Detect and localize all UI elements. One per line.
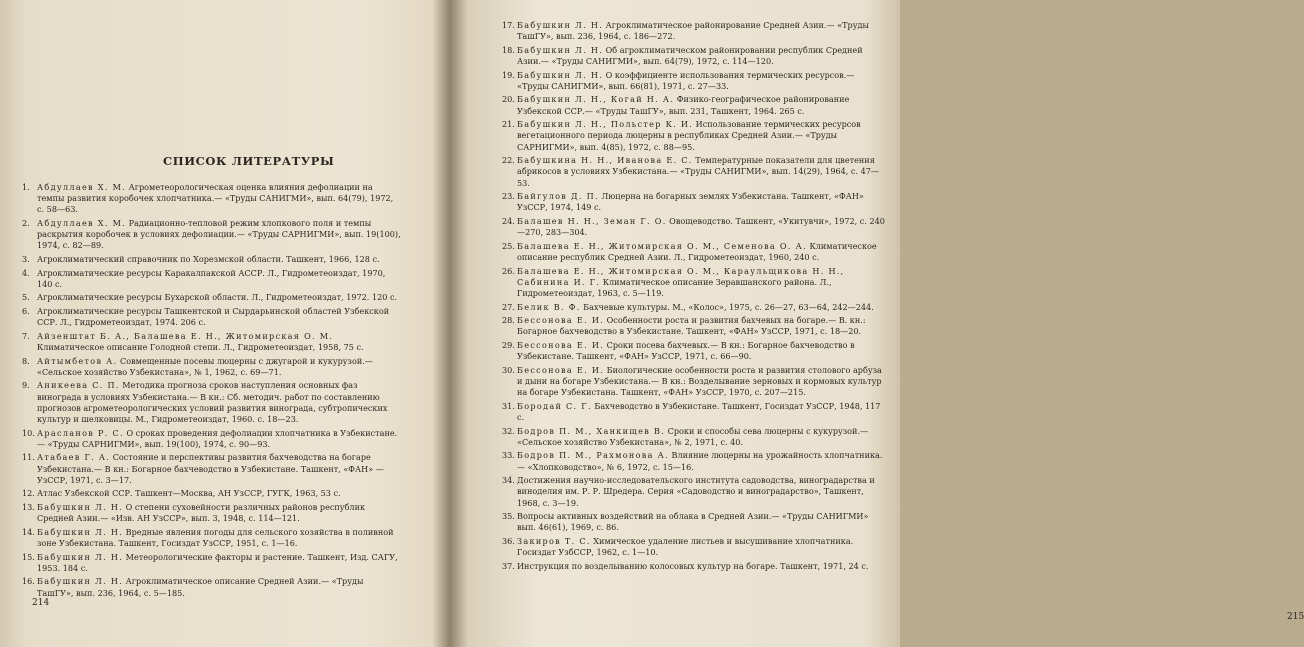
reference-entry bbox=[502, 450, 886, 472]
reference-entry bbox=[502, 511, 886, 533]
reference-entry bbox=[502, 302, 886, 313]
reference-entry bbox=[502, 45, 886, 67]
reference-entry bbox=[502, 365, 886, 399]
reference-text: Агроклиматические ресурсы Каракалпакской АССР. Л., Гидрометеоиздат, 1970, 140 с. bbox=[37, 267, 386, 289]
reference-author: Бабушкин Л. Н. bbox=[517, 69, 604, 80]
reference-author: Бабушкин Л. Н., Польстер К. И. bbox=[517, 119, 694, 130]
reference-entry bbox=[22, 254, 402, 265]
reference-entry bbox=[502, 266, 886, 300]
reference-text: Климатическое описание Зеравшанского района. Л., Гидрометеоиздат, 1963, с. 5—119. bbox=[517, 276, 832, 298]
reference-number: 36. bbox=[502, 535, 515, 546]
reference-text: Влияние люцерны на урожайность хлопчатника.— «Хлопководство», № 6, 1972, с. 15—16. bbox=[517, 450, 883, 472]
reference-text: Люцерна на богарных землях Узбекистана. Ташкент, «ФАН» УзССР, 1974, 149 с. bbox=[517, 191, 864, 213]
reference-entry bbox=[22, 527, 402, 549]
reference-number: 16. bbox=[22, 576, 35, 587]
reference-number: 25. bbox=[502, 240, 515, 251]
reference-entry bbox=[502, 475, 886, 509]
reference-author: Байгулов Д. П. bbox=[517, 191, 599, 202]
reference-text: Особенности роста и развития бахчевых на богаре.— В. кн.: Богарное бахчеводство в Узбекистане. Ташкент, «ФАН» УзССР, 1971, с. 18—20. bbox=[517, 315, 866, 337]
reference-number: 34. bbox=[502, 475, 515, 486]
reference-text: О степени суховейности различных районов республик Средней Азии.— «Изв. АН УзССР», вып. 3, 1948, с. 114—121. bbox=[37, 501, 366, 524]
reference-author: Бабушкин Л. Н. bbox=[37, 576, 124, 587]
reference-number: 11. bbox=[22, 452, 35, 463]
reference-number: 20. bbox=[502, 94, 515, 105]
reference-number: 7. bbox=[22, 330, 30, 341]
reference-number: 28. bbox=[502, 315, 515, 326]
reference-author: Бессонова Е. И. bbox=[517, 315, 605, 326]
reference-number: 13. bbox=[22, 501, 35, 512]
reference-entry bbox=[502, 20, 886, 42]
reference-number: 10. bbox=[22, 427, 35, 438]
reference-number: 18. bbox=[502, 44, 515, 55]
reference-text: Бахчеводство в Узбекистане. Ташкент, Госиздат УзССР, 1948, 117 с. bbox=[517, 400, 881, 422]
reference-author: Бабушкин Л. Н., Когай Н. А. bbox=[517, 94, 675, 105]
left-page bbox=[0, 0, 448, 647]
reference-author: Бабушкина Н. Н., Иванова Е. С. bbox=[517, 155, 693, 166]
reference-text: Атлас Узбекской ССР. Ташкент—Москва, АН УзССР, ГУГК, 1963, 53 с. bbox=[37, 488, 341, 499]
reference-text: Химическое удаление листьев и высушивание хлопчатника. Госиздат УзбССР, 1962, с. 1—10. bbox=[517, 535, 854, 558]
reference-number: 37. bbox=[502, 560, 515, 571]
reference-author: Бабушкин Л. Н. bbox=[37, 551, 124, 562]
reference-entry bbox=[22, 552, 402, 574]
reference-text: Агроклиматическое описание Средней Азии.— «Труды ТашГУ», вып. 236, 1964, с. 5—185. bbox=[37, 576, 364, 598]
reference-number: 8. bbox=[22, 355, 30, 366]
reference-text: Климатическое описание республик Средней Азии. Л., Гидрометеоиздат, 1960, 240 с. bbox=[517, 240, 877, 262]
reference-list-right bbox=[502, 20, 886, 574]
reference-entry bbox=[502, 401, 886, 423]
reference-text: Метеорологические факторы и растение. Ташкент, Изд. САГУ, 1953. 184 с. bbox=[37, 551, 398, 573]
reference-author: Бодров П. М., Рахмонова А. bbox=[517, 450, 669, 461]
reference-number: 12. bbox=[22, 488, 35, 499]
reference-author: Бабушкин Л. Н. bbox=[37, 501, 124, 512]
reference-entry bbox=[22, 380, 402, 425]
reference-number: 32. bbox=[502, 425, 515, 436]
reference-number: 14. bbox=[22, 526, 35, 537]
reference-text: Агроклиматическое районирование Средней Азии.— «Труды ТашГУ», вып. 236, 1964, с. 186—272. bbox=[517, 20, 869, 42]
reference-entry bbox=[502, 561, 886, 572]
reference-text: Агроклиматический справочник по Хорезмской области. Ташкент, 1966, 128 с. bbox=[37, 254, 380, 264]
reference-number: 3. bbox=[22, 254, 30, 264]
reference-entry bbox=[502, 241, 886, 263]
reference-entry bbox=[502, 155, 886, 189]
reference-entry bbox=[502, 340, 886, 362]
reference-author: Балашева Е. Н., Житомирская О. М., Караульщикова Н. Н., Сабинина И. Г. bbox=[517, 265, 845, 287]
reference-entry bbox=[22, 331, 402, 353]
reference-text: Сроки посева бахчевых.— В кн.: Богарное бахчеводство в Узбекистане. Ташкент, «ФАН» УзССР, 1971, с. 66—90. bbox=[517, 339, 855, 362]
reference-text: Овощеводство. Ташкент, «Укитувчи», 1972, с. 240—270, 283—304. bbox=[517, 215, 885, 238]
reference-number: 5. bbox=[22, 292, 30, 303]
reference-number: 1. bbox=[22, 182, 30, 192]
reference-number: 27. bbox=[502, 301, 515, 312]
reference-entry bbox=[502, 191, 886, 213]
reference-entry bbox=[22, 356, 402, 378]
reference-text: Бахчевые культуры. М., «Колос», 1975, с. 26—27, 63—64, 242—244. bbox=[580, 301, 874, 312]
reference-number: 31. bbox=[502, 400, 515, 411]
reference-text: Температурные показатели для цветения абрикосов в условиях Узбекистана.— «Труды САНИГМИ», вып. 14(29), 1964, с. 47—53. bbox=[517, 155, 879, 188]
reference-entry bbox=[22, 218, 402, 252]
reference-text: Вредные явления погоды для сельского хозяйства в поливной зоне Узбекистана. Ташкент, Госиздат УзССР, 1951, с. 1—16. bbox=[37, 526, 394, 548]
reference-text: Методика прогноза сроков наступления основных фаз винограда в условиях Узбекистана.— В кн.: Сб. методич. работ по составлению прогнозов агрометеорологических условий развития винограда, субтропических культур и шелковицы. М., Гидрометеоиздат, 1960. с. 18—23. bbox=[37, 380, 388, 424]
reference-author: Бабушкин Л. Н. bbox=[517, 20, 604, 30]
reference-number: 24. bbox=[502, 215, 515, 226]
reference-text: Физико-географическое районирование Узбекской ССР.— «Труды ТашГУ», вып. 231, Ташкент, 1964. 265 с. bbox=[517, 94, 850, 116]
reference-author: Балашев Н. Н., Земан Г. О. bbox=[517, 215, 667, 226]
reference-author: Бодров П. М., Ханкищев В. bbox=[517, 425, 666, 436]
reference-entry bbox=[502, 216, 886, 238]
reference-number: 33. bbox=[502, 450, 515, 461]
reference-text: Агроклиматические ресурсы Бухарской области. Л., Гидрометеоиздат, 1972. 120 с. bbox=[37, 292, 398, 303]
reference-author: Арасланов Р. С. bbox=[37, 427, 124, 438]
reference-number: 23. bbox=[502, 191, 515, 202]
reference-text: Агроклиматические ресурсы Ташкентской и Сырдарьинской областей Узбекской ССР. Л., Гидрометеоиздат, 1974. 206 с. bbox=[37, 305, 390, 328]
reference-author: Атабаев Г. А. bbox=[37, 452, 111, 463]
reference-entry bbox=[22, 452, 402, 486]
reference-author: Бабушкин Л. Н. bbox=[37, 526, 124, 537]
reference-text: Достижения научно-исследовательского института садоводства, виноградарства и виноделия им. Р. Р. Шредера. Серия «Садоводство и виноградарство», Ташкент, 1968, с. 3—19. bbox=[517, 475, 875, 508]
reference-number: 4. bbox=[22, 267, 30, 278]
reference-entry bbox=[502, 94, 886, 116]
reference-author: Абдуллаев Х. М. bbox=[37, 182, 127, 192]
reference-number: 6. bbox=[22, 305, 30, 316]
reference-author: Айтымбетов А. bbox=[37, 355, 118, 366]
reference-number: 9. bbox=[22, 380, 30, 391]
reference-entry bbox=[502, 315, 886, 337]
reference-text: Состояние и перспективы развития бахчеводства на богаре Узбекистана.— В кн.: Богарное бахчеводство в Узбекистане. Ташкент, «ФАН» — УзССР, 1971, с. 3—17. bbox=[37, 452, 384, 485]
reference-list-left bbox=[22, 182, 402, 601]
reference-author: Балашева Е. Н., Житомирская О. М., Семенова О. А. bbox=[517, 240, 807, 251]
reference-entry bbox=[22, 268, 402, 290]
reference-number: 29. bbox=[502, 339, 515, 350]
reference-author: Белик В. Ф. bbox=[517, 301, 581, 312]
reference-number: 2. bbox=[22, 218, 30, 228]
reference-number: 19. bbox=[502, 69, 515, 80]
reference-text: Использование термических ресурсов вегетационного периода люцерны в республиках Средней Азии.— «Труды САРНИГМИ», вып. 4(85), 1972, с. 88—95. bbox=[517, 119, 861, 152]
page-title: СПИСОК ЛИТЕРАТУРЫ bbox=[163, 154, 335, 168]
reference-author: Бессонова Е. И. bbox=[517, 339, 605, 350]
reference-author: Бабушкин Л. Н. bbox=[517, 44, 604, 55]
reference-author: Бородай С. Г. bbox=[517, 400, 592, 411]
reference-number: 30. bbox=[502, 364, 515, 375]
reference-entry bbox=[502, 119, 886, 153]
reference-text: О сроках проведения дефолиации хлопчатника в Узбекистане.— «Труды САРНИГМИ», вып. 19(100), 1974, с. 90—93. bbox=[37, 427, 398, 449]
reference-number: 35. bbox=[502, 511, 515, 522]
reference-entry bbox=[502, 426, 886, 448]
reference-text: Об агроклиматическом районировании республик Средней Азии.— «Труды САНИГМИ», вып. 64(79), 1972, с. 114—120. bbox=[517, 44, 863, 66]
reference-text: Сроки и способы сева люцерны с кукурузой.— «Сельское хозяйство Узбекистана», № 2, 1971, с. 40. bbox=[517, 425, 869, 447]
page-number-left: 214 bbox=[32, 598, 50, 608]
reference-entry bbox=[22, 306, 402, 328]
reference-author: Бессонова Е. И. bbox=[517, 364, 605, 375]
reference-text: Климатическое описание Голодной степи. Л., Гидрометеоиздат, 1958, 75 с. bbox=[37, 341, 364, 352]
reference-text: Инструкция по возделыванию колосовых культур на богаре. Ташкент, 1971, 24 с. bbox=[517, 560, 869, 571]
reference-author: Закиров Т. С. bbox=[517, 535, 591, 546]
reference-text: Вопросы активных воздействий на облака в Средней Азии.— «Труды САНИГМИ» вып. 46(61), 1969, с. 86. bbox=[517, 511, 869, 533]
page-number-right: 215 bbox=[1287, 612, 1304, 622]
reference-text: Агрометеорологическая оценка влияния дефолиации на темпы развития коробочек хлопчатника.— «Труды САНИГМИ», вып. 64(79), 1972, с. 58—63. bbox=[37, 182, 394, 215]
reference-entry bbox=[22, 428, 402, 450]
reference-entry bbox=[22, 576, 402, 598]
reference-entry bbox=[502, 536, 886, 558]
reference-entry bbox=[22, 488, 402, 499]
reference-text: Совмещенные посевы люцерны с джугарой и кукурузой.— «Сельское хозяйство Узбекистана», № 1, 1962, с. 69—71. bbox=[37, 355, 373, 377]
reference-number: 15. bbox=[22, 551, 35, 562]
reference-entry bbox=[502, 70, 886, 92]
reference-author: Аникеева С. П. bbox=[37, 380, 120, 391]
reference-text: Радиационно-тепловой режим хлопкового поля и темпы раскрытия коробочек в условиях дефолиации.— «Труды САРНИГМИ», вып. 19(100), 1974, с. 82—89. bbox=[37, 218, 401, 251]
reference-number: 22. bbox=[502, 155, 515, 166]
reference-text: О коэффициенте использования термических ресурсов.— «Труды САНИГМИ», вып. 66(81), 1971, с. 27—33. bbox=[517, 69, 855, 91]
reference-entry bbox=[22, 292, 402, 303]
reference-number: 21. bbox=[502, 119, 515, 130]
reference-entry bbox=[22, 502, 402, 524]
reference-author: Абдуллаев Х. М. bbox=[37, 218, 127, 228]
reference-number: 17. bbox=[502, 20, 515, 30]
reference-entry bbox=[22, 182, 402, 216]
reference-text: Биологические особенности роста и развития столового арбуза и дыни на богаре Узбекистана.— В кн.: Возделывание зерновых и кормовых культур на богаре Узбекистана. Ташкент, «ФАН» УзССР, 1970, с. 207—215. bbox=[517, 364, 882, 398]
reference-author: Айзенштат Б. А., Балашева Е. Н., Житомирская О. М. bbox=[37, 330, 334, 341]
right-page bbox=[452, 0, 1304, 647]
reference-number: 26. bbox=[502, 265, 515, 276]
